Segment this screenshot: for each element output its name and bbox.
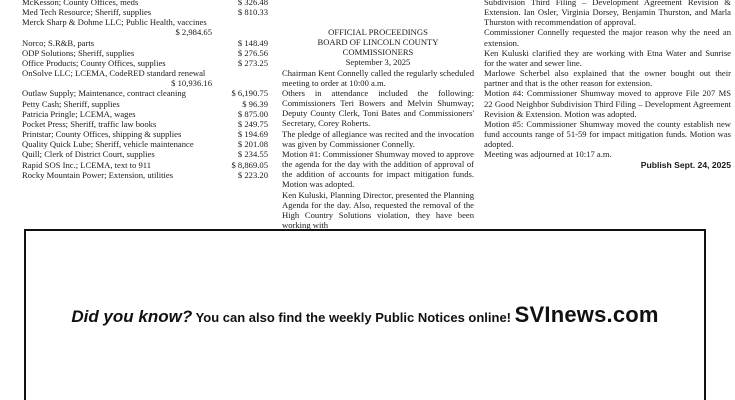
expense-row [22,160,268,170]
expense-name: Merck Sharp & Dohme LLC; Public Health, vaccines [22,17,207,28]
expense-row [22,149,268,159]
proceedings-column [282,0,474,230]
expense-column [22,0,268,180]
proceedings-paragraph: Motion #5: Commissioner Shumway moved the county establish new fund accounts range of 51-59 for impact mitigation funds. Motion was adopted. [484,118,731,150]
expense-name: Med Tech Resource; Sheriff, supplies [22,7,152,18]
ad-text: You can also find the weekly Public Notices online! [192,310,515,325]
expense-name: Pocket Press; Sheriff, traffic law books [22,118,157,129]
proceedings-paragraph: Ken Kuluski, Planning Director, presented the Planning Agenda for the day. Also, requested the removal of the High Country Solutions violation, they have been working with [282,189,474,230]
expense-row [22,48,268,58]
expense-name: Petty Cash; Sheriff, supplies [22,98,120,109]
meeting-date: September 3, 2025 [345,57,411,68]
ad-line [26,302,704,328]
expense-amount: $ 234.55 [237,149,268,160]
adjournment-note: Meeting was adjourned at 10:17 a.m. [484,149,612,160]
expense-row [22,139,268,149]
expense-row [22,17,268,27]
proceedings-paragraph: Subdivision Third Filing – Development Agreement Revision & Extension. Ian Osler, Virginia Dorsey, Benjamin Thurston, and Marla Thurston with recommendation of approval. [484,0,731,28]
expense-row [22,99,268,109]
expense-row [22,68,268,78]
expense-amount: $ 249.75 [237,118,268,129]
expense-row [22,109,268,119]
expense-amount: $ 2,984.65 [175,27,212,38]
publish-date: Publish Sept. 24, 2025 [640,159,731,170]
proceedings-heading: OFFICIAL PROCEEDINGS [328,27,428,37]
expense-name: Printstar; County Offices, shipping & supplies [22,129,182,140]
ad-site-link[interactable]: SVInews.com [514,302,659,327]
board-heading: BOARD OF LINCOLN COUNTY COMMISSIONERS [317,37,439,58]
expense-row [22,58,268,68]
expense-amount: $ 10,936.16 [171,78,212,89]
expense-amount: $ 6,190.75 [231,88,268,99]
proceedings-paragraph: Ken Kuluski clarified they are working with Etna Water and Sunrise for the water and sewer line. [484,47,731,68]
expense-name: Outlaw Supply; Maintenance, contract cleaning [22,88,186,99]
expense-amount: $ 148.49 [237,37,268,48]
expense-amount: $ 326.48 [237,0,268,7]
expense-row [22,0,268,7]
expense-name: OnSolve LLC; LCEMA, CodeRED standard renewal [22,68,206,79]
expense-amount: $ 273.25 [237,57,268,68]
proceedings-paragraph: Chairman Kent Connelly called the regularly scheduled meeting to order at 10:00 a.m. [282,67,474,88]
expense-amount: $ 8,869.05 [231,159,268,170]
proceedings-paragraph: Others in attendance included the following: Commissioners Teri Bowers and Melvin Shumway; Deputy County Clerk, Toni Bates and Commissioners' Secretary, Corey Roberts. [282,87,474,129]
proceedings-continued-column [484,0,731,170]
expense-row [22,119,268,129]
expense-row [22,170,268,180]
expense-row [22,38,268,48]
proceedings-paragraph: Motion #1: Commissioner Shumway moved to approve the agenda for the day with the addition of approval of the addition of accounts for impact mitigation funds. Motion was adopted. [282,148,474,190]
expense-amount: $ 276.56 [237,47,268,58]
expense-amount: $ 875.00 [237,108,268,119]
expense-name: Quality Quick Lube; Sheriff, vehicle maintenance [22,139,194,150]
expense-row [22,78,268,88]
expense-row [22,7,268,17]
expense-name: Rapid SOS Inc.; LCEMA, text to 911 [22,159,152,170]
expense-row [22,129,268,139]
expense-name: Rocky Mountain Power; Extension, utilities [22,169,174,180]
proceedings-paragraph: The pledge of allegiance was recited and the invocation was given by Commissioner Connelly. [282,128,474,149]
spacer [282,0,474,27]
expense-row [22,27,268,37]
expense-amount: $ 96.39 [242,98,268,109]
expense-name: Patricia Pringle; LCEMA, wages [22,108,136,119]
proceedings-paragraph: Motion #4: Commissioner Shumway moved to approve File 207 MS 22 Good Neighbor Subdivision Third Filing – Development Agreement Revision & Extension. Motion was adopted. [484,88,731,119]
ad-question: Did you know? [71,307,193,326]
expense-amount: $ 201.08 [237,139,268,150]
expense-name: Norco; S.R&B, parts [22,37,95,48]
expense-name: Quill; Clerk of District Court, supplies [22,149,155,160]
expense-row [22,88,268,98]
proceedings-paragraph: Commissioner Connelly requested the major reason why the need an extension. [484,27,731,48]
expense-name: ODP Solutions; Sheriff, supplies [22,47,135,58]
expense-amount: $ 810.33 [237,7,268,18]
public-notices-ad [24,229,706,400]
expense-name: McKesson; County Offices, meds [22,0,139,7]
expense-name: Office Products; County Offices, supplies [22,57,166,68]
expense-amount: $ 194.69 [237,129,268,140]
expense-amount: $ 223.20 [237,169,268,180]
proceedings-paragraph: Marlowe Scherbel also explained that the owner bought out their partner and that is the other reason for extension. [484,68,731,89]
